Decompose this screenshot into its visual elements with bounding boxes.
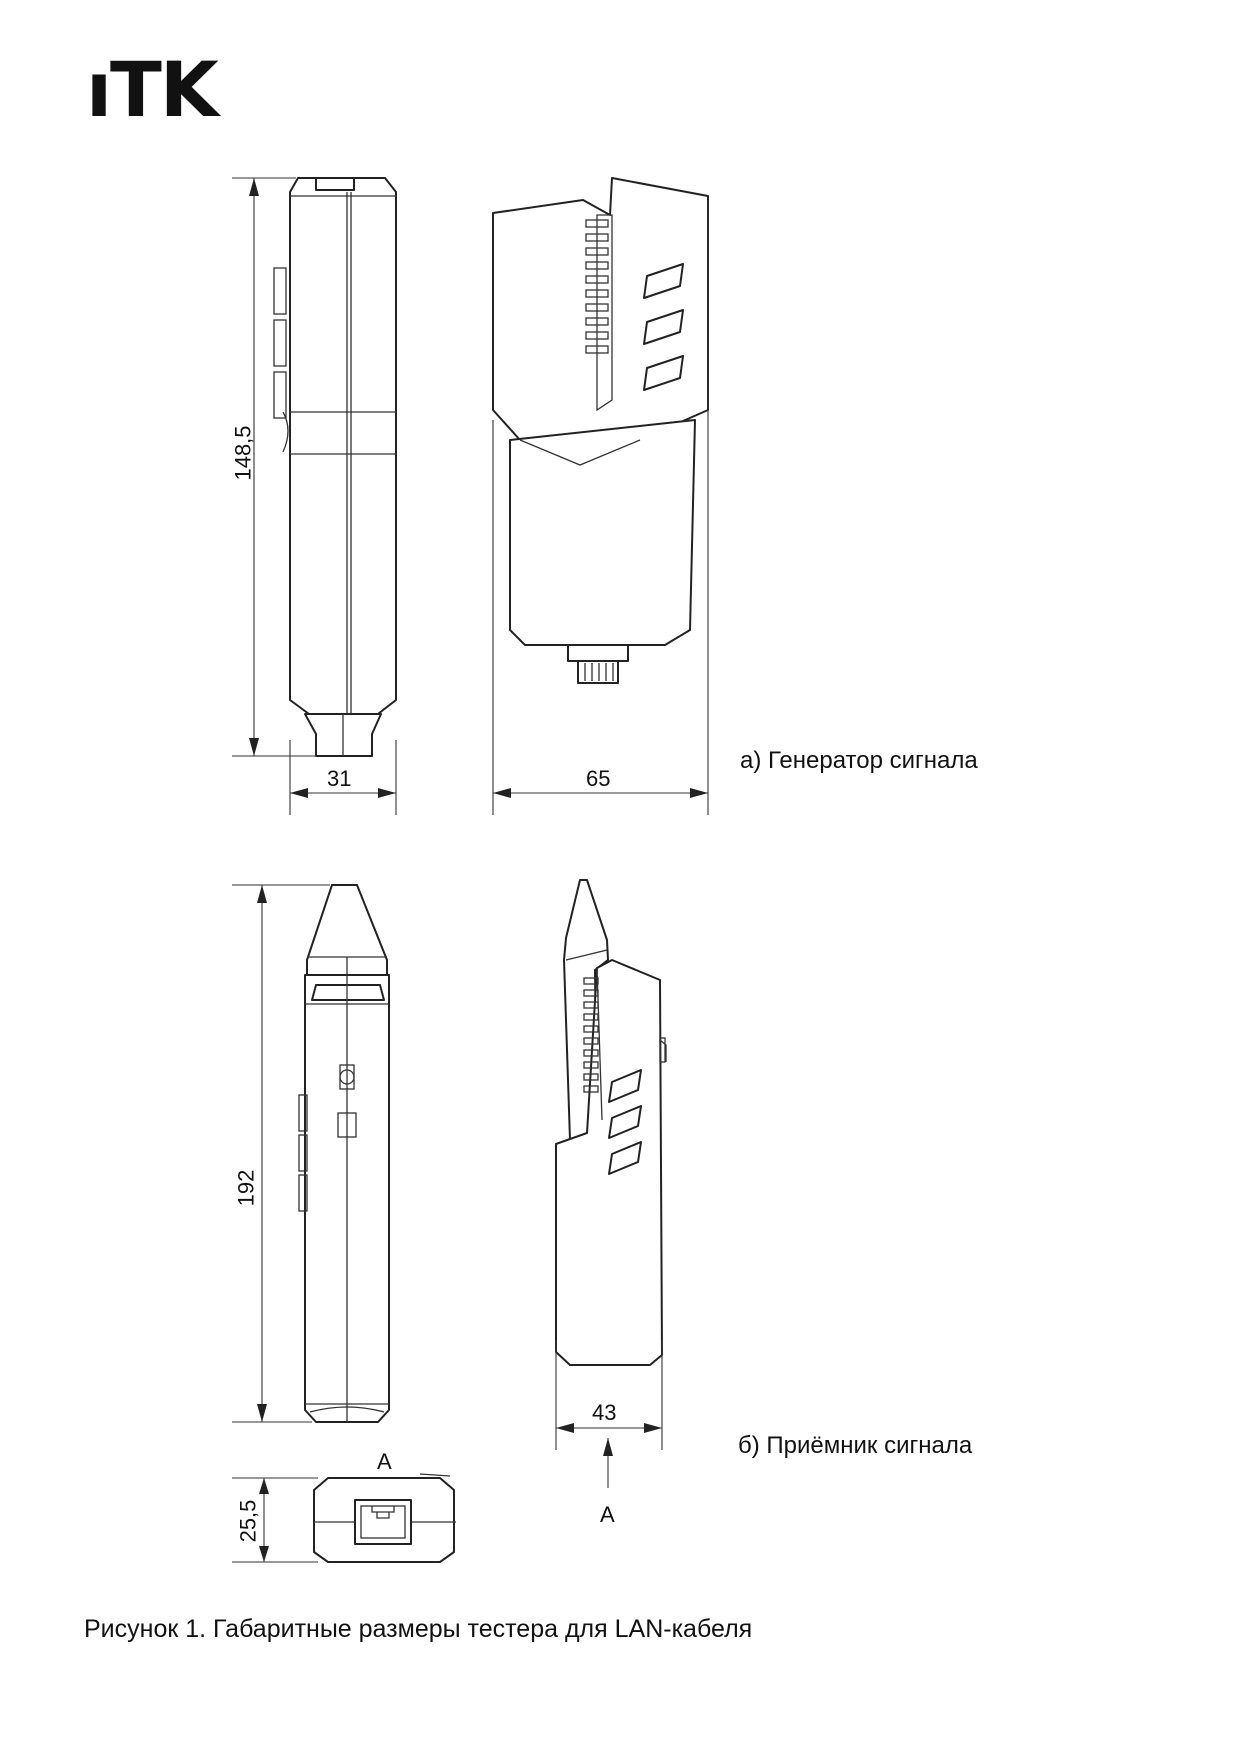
view-a-marker-arrow: А xyxy=(600,1502,615,1527)
generator-side-width-label: 31 xyxy=(327,766,352,791)
generator-height-label: 148,5 xyxy=(230,425,256,481)
connector-view-a xyxy=(232,1474,456,1562)
receiver-front-view xyxy=(556,880,666,1365)
figure-caption: Рисунок 1. Габаритные размеры тестера для LAN-кабеля xyxy=(84,1615,753,1643)
receiver-side-view xyxy=(299,885,389,1422)
receiver-buttons xyxy=(609,1070,641,1174)
receiver-caption-label: б) Приёмник сигнала xyxy=(738,1432,973,1459)
generator-front-view xyxy=(493,178,708,683)
receiver-height-label: 192 xyxy=(233,1169,259,1207)
view-a-marker-top: А xyxy=(377,1449,392,1474)
generator-caption-label: а) Генератор сигнала xyxy=(740,747,978,774)
receiver-width-label: 43 xyxy=(592,1400,617,1425)
connector-height-label: 25,5 xyxy=(235,1499,261,1543)
generator-front-width-label: 65 xyxy=(586,766,611,791)
generator-buttons xyxy=(644,264,683,390)
generator-side-view xyxy=(274,178,396,756)
itk-logo: ıTK xyxy=(86,45,217,134)
